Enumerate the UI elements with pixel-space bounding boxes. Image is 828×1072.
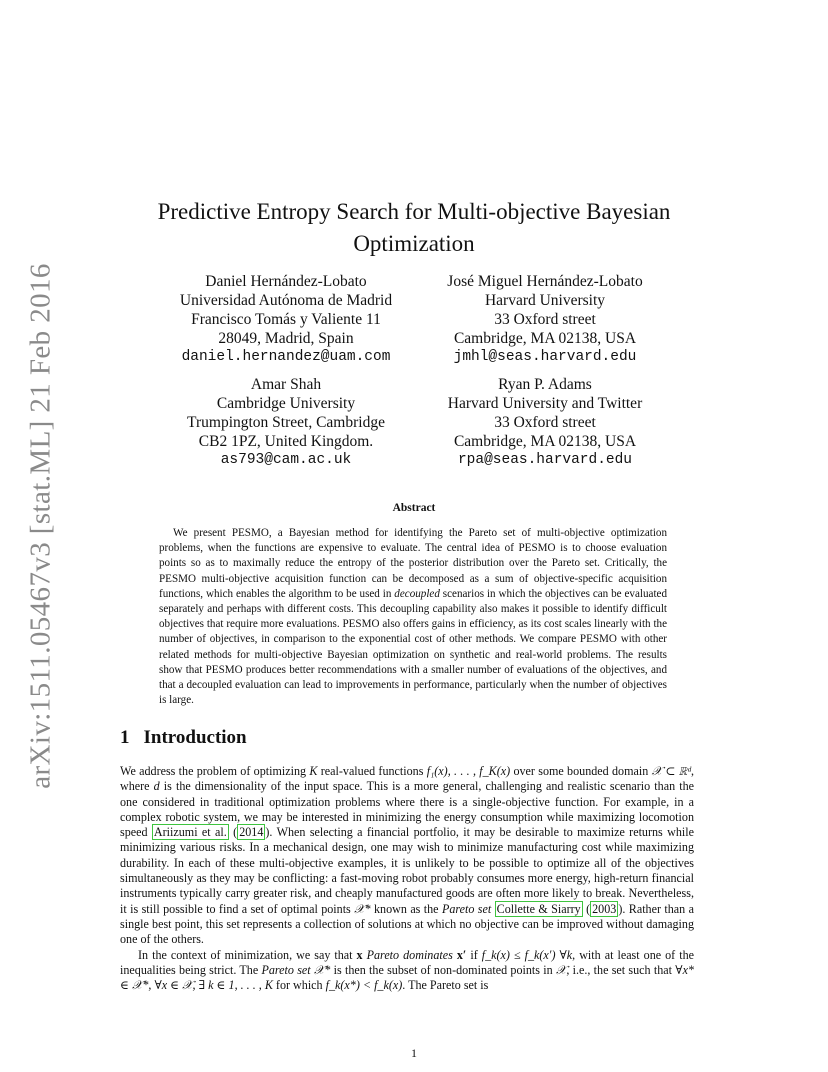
math-inline: f₁(x), . . . , f_K(x) xyxy=(426,764,511,778)
author-name: Ryan P. Adams xyxy=(498,376,592,393)
title-line-1: Predictive Entropy Search for Multi-objective Bayesian xyxy=(157,199,671,224)
author-name: Daniel Hernández-Lobato xyxy=(205,273,367,290)
citation-year-link[interactable]: 2003 xyxy=(592,901,617,916)
body-text: for which xyxy=(272,978,326,993)
section-number: 1 xyxy=(120,727,130,748)
abstract-body xyxy=(159,526,667,708)
author-city: Cambridge, MA 02138, USA xyxy=(453,433,637,450)
paper-title xyxy=(0,196,828,260)
author-affiliation: Harvard University and Twitter xyxy=(447,395,643,412)
body-text: if xyxy=(466,947,482,962)
author-email[interactable]: daniel.hernandez@uam.com xyxy=(181,349,391,365)
author-affiliation: Universidad Autónoma de Madrid xyxy=(179,292,393,309)
math-inline: K xyxy=(309,764,318,778)
section-heading xyxy=(120,727,247,749)
arxiv-identifier xyxy=(21,263,61,789)
body-text: , with at least one of the inequalities being strict. The xyxy=(120,947,694,977)
math-inline: f_k(x*) < f_k(x) xyxy=(325,978,403,993)
section-title: Introduction xyxy=(143,727,247,748)
abstract-emphasis: decoupled xyxy=(394,587,440,600)
abstract-text: We present PESMO, a Bayesian method for identifying the Pareto set of multi-objective optimization problems, when the functions are expensive to evaluate. The central idea of PESMO is to choose evaluation points so as to maximally reduce the entropy of the posterior distribution over the Pareto set. Critically, the PESMO multi-objective acquisition function can be decomposed as a sum of objective-specific acquisition functions, which enables the algorithm to be used in xyxy=(159,527,667,600)
intro-body xyxy=(120,764,694,993)
term-emphasis: Pareto dominates xyxy=(366,947,453,962)
author-city: CB2 1PZ, United Kingdom. xyxy=(198,433,374,450)
citation-link[interactable]: Collette & Siarry xyxy=(496,901,581,916)
math-inline: ∀x* ∈ 𝒳*, ∀x ∈ 𝒳, ∃ k ∈ 1, . . . , K xyxy=(120,962,694,993)
math-inline: 𝒳* xyxy=(354,901,371,916)
author-name: José Miguel Hernández-Lobato xyxy=(447,273,643,290)
math-inline: d xyxy=(153,779,160,794)
body-text: . The Pareto set is xyxy=(402,978,489,993)
author-address: Francisco Tomás y Valiente 11 xyxy=(191,311,381,328)
body-text: known as the xyxy=(370,901,442,916)
math-inline: f_k(x) ≤ f_k(x′) ∀k xyxy=(481,947,573,962)
author-address: 33 Oxford street xyxy=(494,311,596,328)
author-email[interactable]: as793@cam.ac.uk xyxy=(220,452,352,468)
body-text: real-valued functions xyxy=(317,764,427,778)
body-text: We address the problem of optimizing xyxy=(120,764,310,778)
author-email[interactable]: rpa@seas.harvard.edu xyxy=(457,452,633,468)
author-block-3 xyxy=(158,375,414,470)
body-text: . When selecting a financial portfolio, it may be desirable to maximize returns while minimizing various risks. In a mechanical design, one may wish to minimize manufacturing cost while maximizing durability. In each of these multi-objective examples, it is unlikely to be possible to optimize all of the objectives simultaneously as they may be conflicting: a fast-moving robot probably consumes more energy, high-return financial instruments typically carry greater risk, and cheaply manufactured goods are often more likely to break. Nevertheless, it is still possible to find a set of optimal points xyxy=(120,825,694,916)
body-text: is the dimensionality of the input space. This is a more general, challenging and realistic scenario than the one considered in traditional optimization problems where there is a single-objective function. For example, in a complex robotic system, we may be interested in minimizing the energy consumption while maximizing locomotion speed xyxy=(120,779,695,840)
author-address: 33 Oxford street xyxy=(494,414,596,431)
citation-link[interactable]: Ariizumi et al. xyxy=(153,825,227,840)
author-block-2 xyxy=(415,272,675,367)
author-block-1 xyxy=(158,272,414,367)
term-emphasis: Pareto set xyxy=(261,962,311,977)
author-email[interactable]: jmhl@seas.harvard.edu xyxy=(453,349,637,365)
term-emphasis: Pareto set xyxy=(441,901,492,916)
title-line-2: Optimization xyxy=(353,231,475,256)
abstract-heading: Abstract xyxy=(392,502,436,514)
author-name: Amar Shah xyxy=(250,376,322,393)
body-text: , where xyxy=(120,764,695,794)
body-text: over some bounded domain xyxy=(510,764,652,778)
abstract-paragraph xyxy=(159,526,667,708)
citation-year-link[interactable]: 2014 xyxy=(239,825,264,840)
body-text: , i.e., the set such that xyxy=(566,962,676,977)
body-text: . Rather than a single best point, this set represents a collection of solutions at which no objective can be improved without damaging one of the others. xyxy=(120,901,694,947)
author-address: Trumpington Street, Cambridge xyxy=(187,414,385,431)
math-inline: x xyxy=(356,947,363,962)
abstract-text: scenarios in which the objectives can be evaluated separately and perhaps with different costs. This decoupling capability also makes it possible to identify difficult objectives that require more evaluations. PESMO also offers gains in efficiency, as its cost scales linearly with the number of objectives, in comparison to the exponential cost of other methods. We compare PESMO with other related methods for multi-objective Bayesian optimization on synthetic and real-world problems. The results show that PESMO produces better recommendations with a smaller number of evaluations of the objectives, and that a decoupled evaluation can lead to improvements in performance, particularly when the number of objectives is large. xyxy=(159,587,667,707)
arxiv-identifier-text: arXiv:1511.05467v3 [stat.ML] 21 Feb 2016 xyxy=(24,263,57,789)
math-inline: 𝒳 ⊂ ℝᵈ xyxy=(651,764,691,778)
author-block-4 xyxy=(415,375,675,470)
body-text: In the context of minimization, we say that xyxy=(138,947,357,962)
author-affiliation: Cambridge University xyxy=(216,395,356,412)
math-inline: 𝒳* xyxy=(313,962,331,977)
intro-paragraph-2 xyxy=(120,948,694,994)
body-text: is then the subset of non-dominated points in xyxy=(330,962,556,977)
author-affiliation: Harvard University xyxy=(484,292,606,309)
page-number: 1 xyxy=(411,1046,417,1060)
author-city: Cambridge, MA 02138, USA xyxy=(453,330,637,347)
author-city: 28049, Madrid, Spain xyxy=(218,330,354,347)
math-inline: 𝒳 xyxy=(555,962,567,977)
math-inline: x′ xyxy=(456,947,467,962)
intro-paragraph-1: We address the problem of optimizing K real-valued functions f₁(x), . . . , f_K(x) over some bounded domain 𝒳 ⊂ ℝᵈ, where d is the dimensionality of the input space. This is a more general, challenging and realistic scenario than the one considered in traditional optimization problems where there is a single-objective function. For example, in a complex robotic system, we may be interested in minimizing the energy consumption while maximizing locomotion speed Ariizumi et al. ( 2014 ). When selecting a financial portfolio, it may be desirable to maximize returns while minimizing various risks. In a mechanical design, one may wish to minimize manufacturing cost while maximizing durability. In each of these multi-objective examples, it is unlikely to be possible to optimize all of the objectives simultaneously as they may be conflicting: a fast-moving robot probably consumes more energy, high-return financial instruments typically carry greater risk, and cheaply manufactured goods are often more likely to break. Nevertheless, it is still possible to find a set of optimal points 𝒳* known as the Pareto set Collette & Siarry ( 2003 ). Rather than a single best point, this set represents a collection of solutions at which no objective can be improved without damaging one of the others. xyxy=(120,764,695,947)
